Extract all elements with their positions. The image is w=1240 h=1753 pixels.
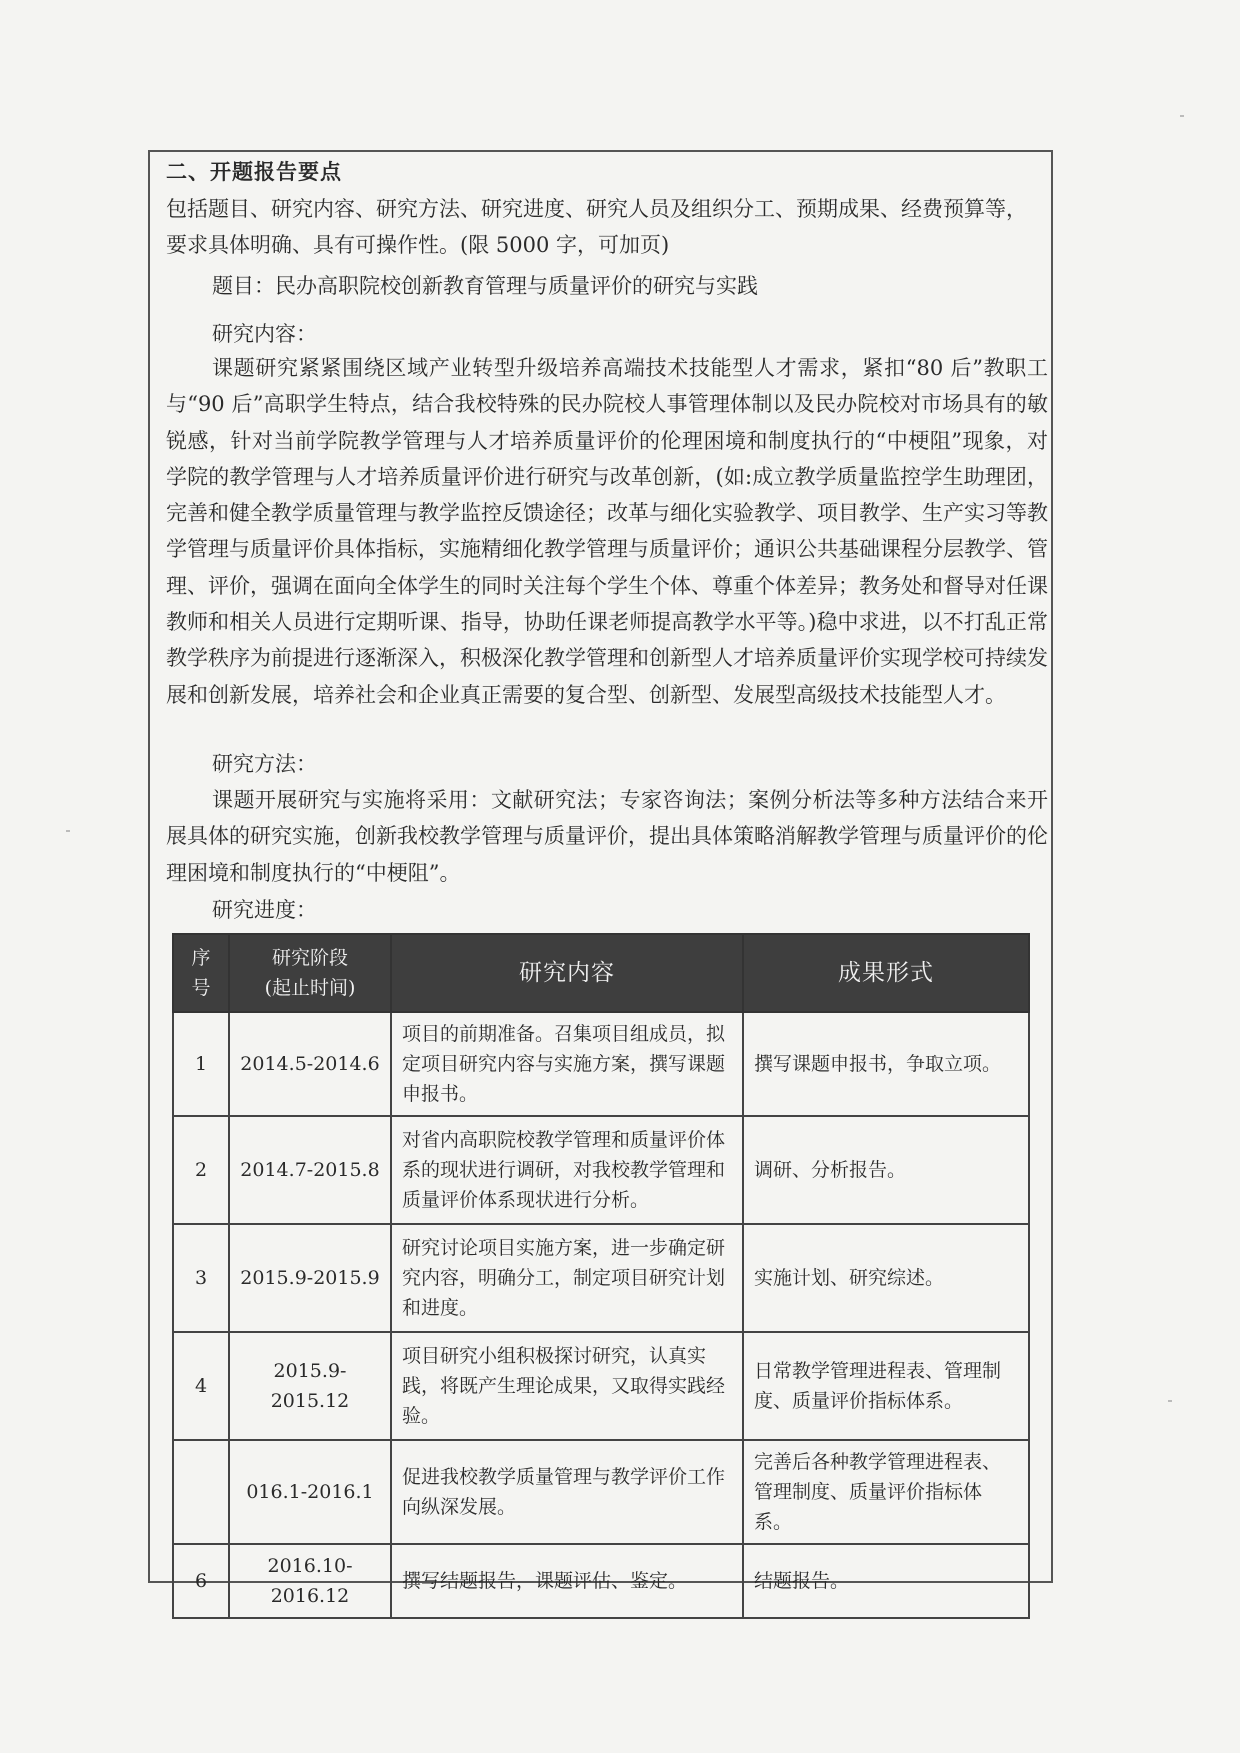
row-content: 撰写结题报告，课题评估、鉴定。: [391, 1544, 743, 1618]
header-stage-line1: 研究阶段: [271, 947, 348, 969]
row-time: 2014.7-2015.8: [229, 1116, 391, 1224]
row-result: 撰写课题申报书，争取立项。: [743, 1012, 1029, 1116]
method-heading: 研究方法：: [212, 752, 317, 776]
row-time: 016.1-2016.1: [229, 1440, 391, 1544]
table-row: [173, 1012, 1029, 1116]
table-header-row: [173, 934, 1029, 1012]
table-row: [173, 1116, 1029, 1224]
scan-speck: [1180, 115, 1184, 117]
section-intro: 包括题目、研究内容、研究方法、研究进度、研究人员及组织分工、预期成果、经费预算等，要求具体明确、具有可操作性。(限 5000 字，可加页): [166, 197, 1027, 257]
method-paragraph: 课题开展研究与实施将采用：文献研究法；专家咨询法；案例分析法等多种方法结合来开展具体的研究实施，创新我校教学管理与质量评价，提出具体策略消解教学管理与质量评价的伦理困境和制度执行的“中梗阻”。: [166, 788, 1048, 885]
header-result: 成果形式: [743, 934, 1029, 1012]
header-stage: [229, 934, 391, 1012]
table-row: [173, 1224, 1029, 1332]
progress-table: [172, 933, 1030, 1619]
row-result: 实施计划、研究综述。: [743, 1224, 1029, 1332]
table-row: [173, 1332, 1029, 1440]
row-result: 结题报告。: [743, 1544, 1029, 1618]
topic-line: 题目：民办高职院校创新教育管理与质量评价的研究与实践: [212, 274, 758, 298]
row-content: 项目的前期准备。召集项目组成员，拟定项目研究内容与实施方案，撰写课题申报书。: [391, 1012, 743, 1116]
row-content: 项目研究小组积极探讨研究，认真实践，将既产生理论成果，又取得实践经验。: [391, 1332, 743, 1440]
row-no: 4: [173, 1332, 229, 1440]
header-stage-line2: (起止时间): [264, 977, 356, 999]
section-title: 二、开题报告要点: [166, 159, 342, 184]
row-content: 促进我校教学质量管理与教学评价工作向纵深发展。: [391, 1440, 743, 1544]
header-content: 研究内容: [391, 934, 743, 1012]
content-paragraph: 课题研究紧紧围绕区域产业转型升级培养高端技术技能型人才需求，紧扣“80 后”教职工与“90 后”高职学生特点，结合我校特殊的民办院校人事管理体制以及民办院校对市场具有的敏锐感，针对当前学院教学管理与人才培养质量评价的伦理困境和制度执行的“中梗阻”现象，对学院的教学管理与人才培养质量评价进行研究与改革创新，(如:成立教学质量监控学生助理团，完善和健全教学质量管理与教学监控反馈途径；改革与细化实验教学、项目教学、生产实习等教学管理与质量评价具体指标，实施精细化教学管理与质量评价；通识公共基础课程分层教学、管理、评价，强调在面向全体学生的同时关注每个学生个体、尊重个体差异；教务处和督导对任课教师和相关人员进行定期听课、指导，协助任课老师提高教学水平等。)稳中求进，以不打乱正常教学秩序为前提进行逐渐深入，积极深化教学管理和创新型人才培养质量评价实现学校可持续发展和创新发展，培养社会和企业真正需要的复合型、创新型、发展型高级技术技能型人才。: [166, 356, 1048, 707]
row-time: 2016.10-2016.12: [229, 1544, 391, 1618]
row-result: 完善后各种教学管理进程表、管理制度、质量评价指标体系。: [743, 1440, 1029, 1544]
row-no: 6: [173, 1544, 229, 1618]
table-row: [173, 1544, 1029, 1618]
table-row: [173, 1440, 1029, 1544]
row-no: [173, 1440, 229, 1544]
header-no-line2: 号: [191, 977, 211, 999]
row-no: 1: [173, 1012, 229, 1116]
row-no: 2: [173, 1116, 229, 1224]
row-content: 对省内高职院校教学管理和质量评价体系的现状进行调研，对我校教学管理和质量评价体系现状进行分析。: [391, 1116, 743, 1224]
row-content: 研究讨论项目实施方案，进一步确定研究内容，明确分工，制定项目研究计划和进度。: [391, 1224, 743, 1332]
header-no: [173, 934, 229, 1012]
row-result: 调研、分析报告。: [743, 1116, 1029, 1224]
scan-speck: [1168, 1400, 1172, 1402]
progress-heading: 研究进度：: [212, 898, 317, 922]
row-no: 3: [173, 1224, 229, 1332]
row-time: 2014.5-2014.6: [229, 1012, 391, 1116]
content-heading: 研究内容：: [212, 322, 317, 346]
scan-speck: [66, 830, 70, 832]
row-result: 日常教学管理进程表、管理制度、质量评价指标体系。: [743, 1332, 1029, 1440]
header-no-line1: 序: [191, 947, 211, 969]
row-time: 2015.9-2015.9: [229, 1224, 391, 1332]
row-time: 2015.9-2015.12: [229, 1332, 391, 1440]
